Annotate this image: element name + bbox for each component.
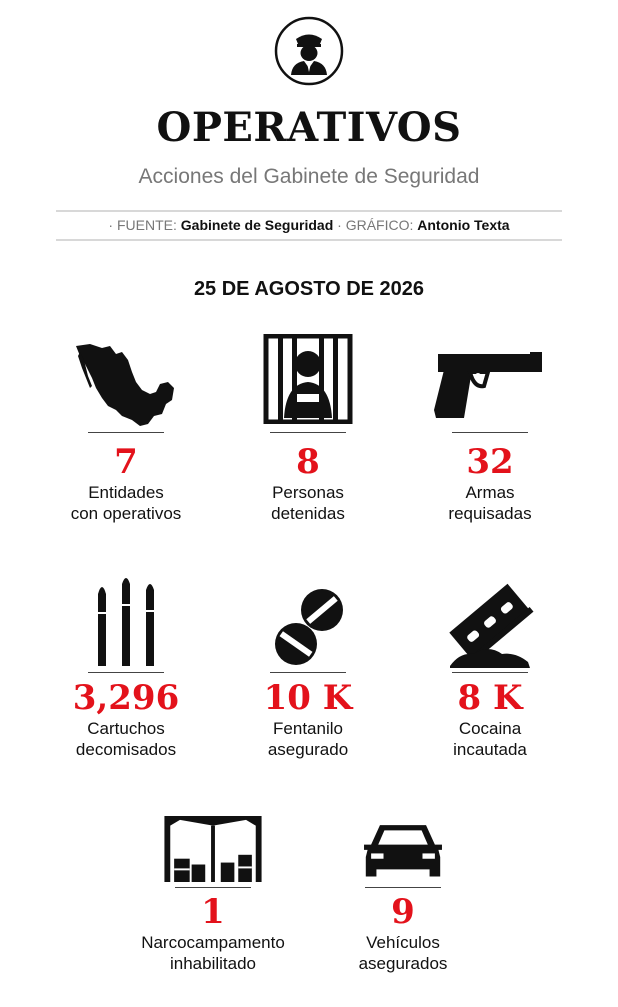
stat-label: Cocaina incautada [453,719,527,759]
stat-divider [270,432,346,433]
stat-value: 7 [114,442,138,482]
stat-value: 8 [296,442,320,482]
report-date: 25 DE AGOSTO DE 2026 [193,278,425,300]
source-prefix: · FUENTE: [108,217,177,233]
stat-label: Armas requisadas [448,483,532,523]
stat-value: 9 [391,892,415,932]
stat-label: Fentanilo asegurado [267,719,349,759]
stat-divider [175,887,251,888]
police-officer-icon [274,16,344,86]
car-icon [353,818,453,880]
stat-label: Cartuchos decomisados [75,719,177,759]
source-name: Gabinete de Seguridad [180,217,334,233]
stat-label: Personas detenidas [271,483,345,523]
stat-divider [452,432,528,433]
stat-value: 32 [466,442,514,482]
camp-icon [163,814,263,882]
stat-label: Entidades con operativos [70,483,182,523]
page-title: OPERATIVOS [156,104,462,151]
stat-divider [88,672,164,673]
credits-line [0,214,618,236]
stat-divider [452,672,528,673]
stat-divider [88,432,164,433]
page-subtitle: Acciones del Gabinete de Seguridad [138,165,480,188]
stat-value: 1 [201,892,225,932]
stat-label: Narcocampamento inhabilitado [141,933,285,973]
graphic-author: Antonio Texta [417,217,510,233]
prisoner-icon [258,334,358,424]
stat-divider [365,887,441,888]
stat-value: 3,296 [72,678,180,718]
mexico-map-icon [76,340,176,430]
graphic-prefix: · GRÁFICO: [337,217,414,233]
pistol-icon [430,344,550,434]
razor-cocaine-icon [440,582,540,672]
pills-icon [258,578,358,668]
stat-divider [270,672,346,673]
divider [56,210,562,212]
stat-value: 10 K [263,678,353,718]
stat-value: 8 K [457,678,523,718]
stat-label: Vehículos asegurados [358,933,448,973]
divider [56,239,562,241]
cartridges-icon [76,578,176,668]
